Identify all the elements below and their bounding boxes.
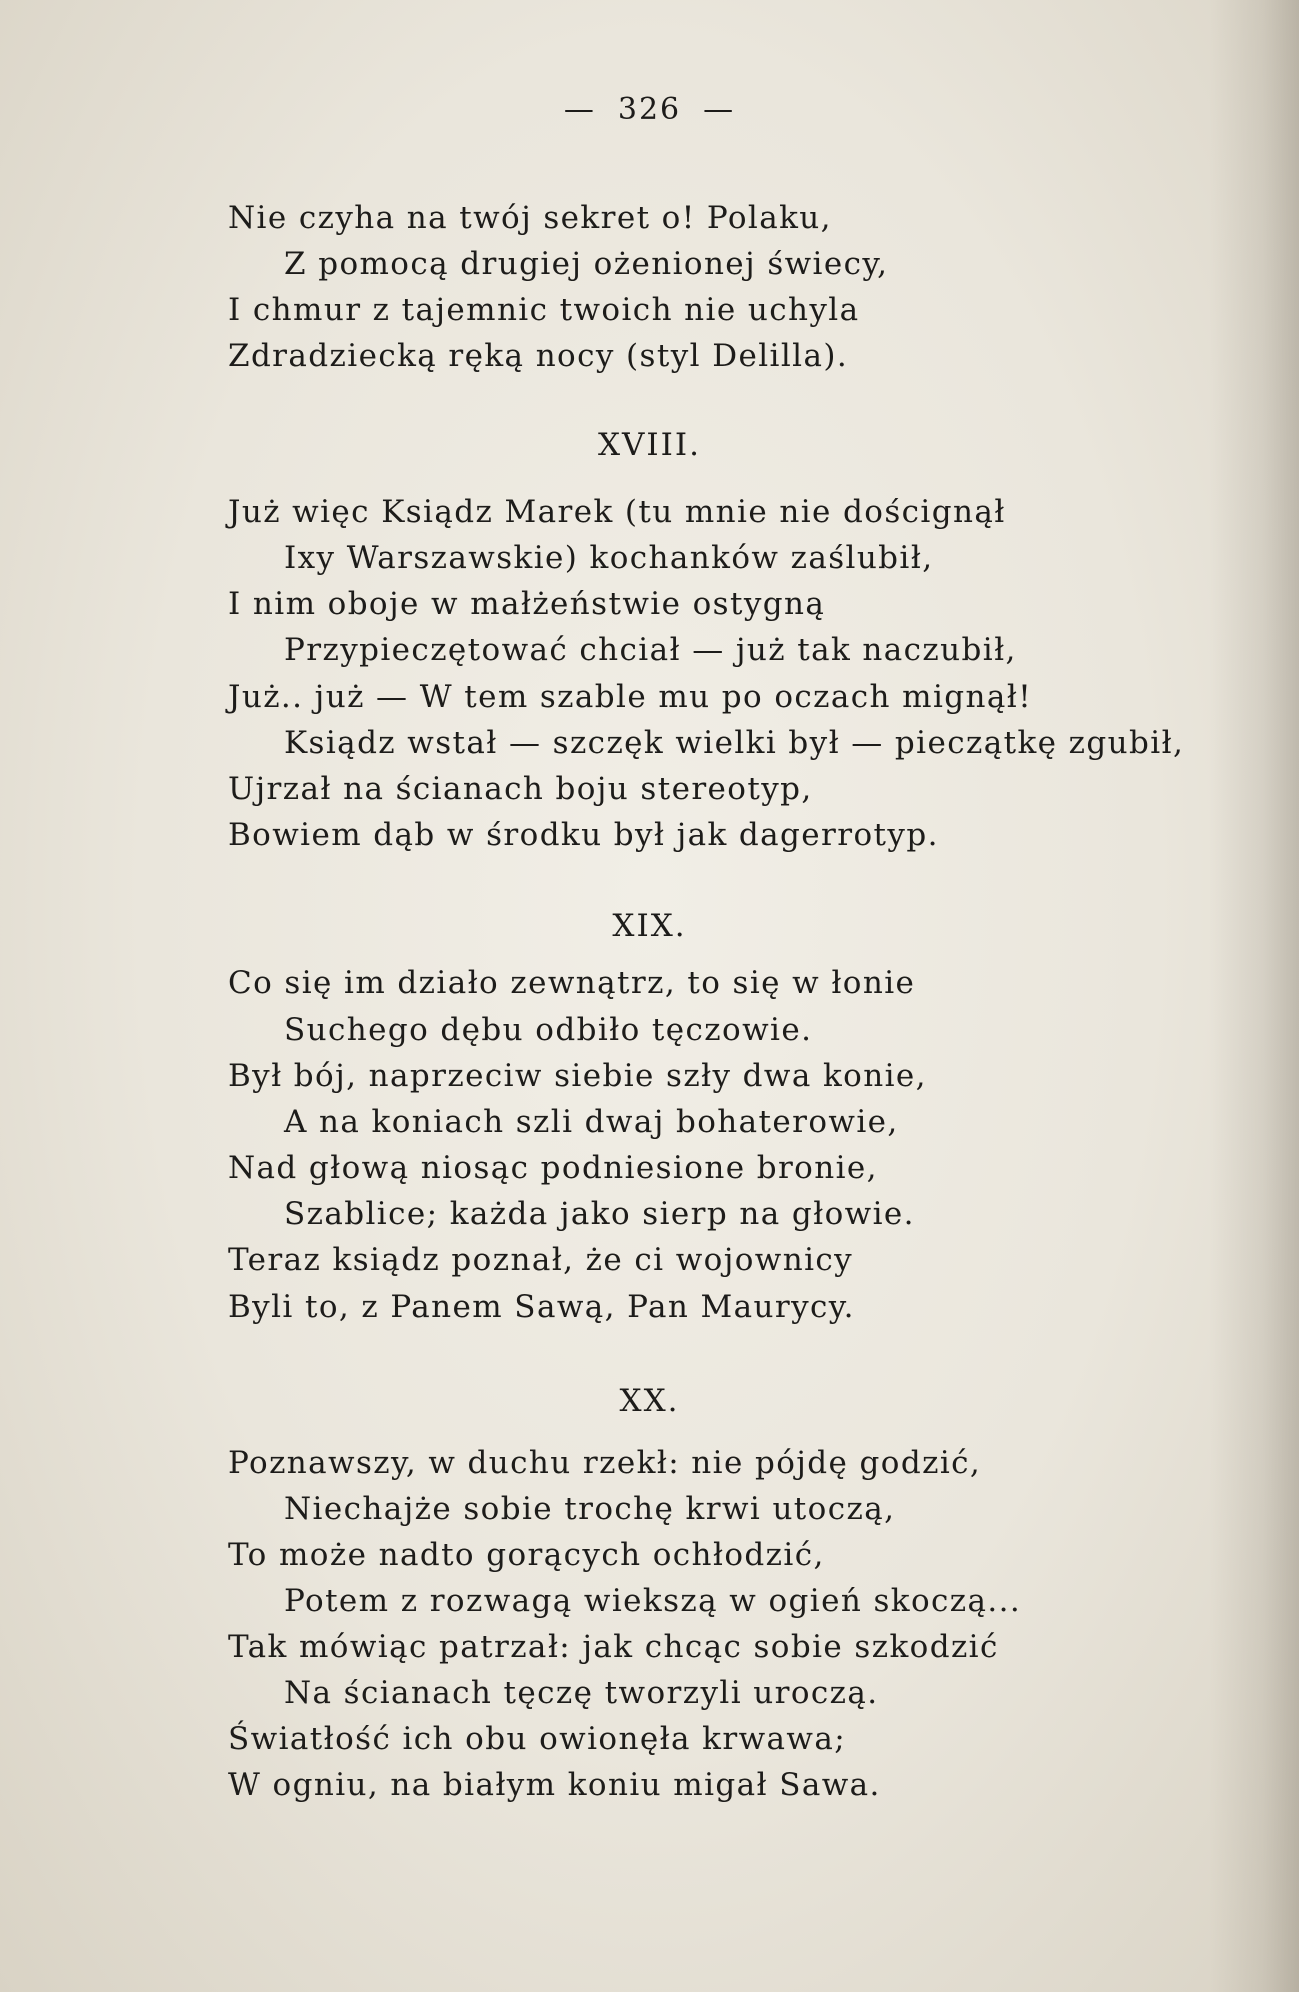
verse-line: Ksiądz wstał — szczęk wielki był — pieczątkę zgubił,	[284, 725, 1185, 761]
verse-line: Przypieczętować chciał — już tak naczubił,	[284, 632, 1017, 668]
page-number-dash-left: —	[563, 92, 596, 127]
stanza-heading: XVIII.	[597, 427, 702, 463]
page-number-dash-right: —	[703, 92, 736, 127]
verse-line: Bowiem dąb w środku był jak dagerrotyp.	[228, 817, 939, 853]
verse-line: Nad głową niosąc podniesione bronie,	[228, 1150, 878, 1186]
verse-line: Już.. już — W tem szable mu po oczach mignął!	[228, 679, 1033, 715]
verse-line: Potem z rozwagą wiekszą w ogień skoczą...	[284, 1583, 1022, 1619]
page-number: 326	[617, 92, 682, 127]
verse-line: Nie czyha na twój sekret o! Polaku,	[228, 200, 832, 236]
verse-line: To może nadto gorących ochłodzić,	[228, 1537, 825, 1573]
stanza-heading: XX.	[619, 1383, 680, 1419]
verse-line: Światłość ich obu owionęła krwawa;	[228, 1721, 847, 1757]
verse-line: Już więc Ksiądz Marek (tu mnie nie doścignął	[228, 494, 1006, 530]
verse-line: I chmur z tajemnic twoich nie uchyla	[228, 292, 860, 328]
verse-line: Byli to, z Panem Sawą, Pan Maurycy.	[228, 1289, 855, 1325]
verse-line: Teraz ksiądz poznał, że ci wojownicy	[228, 1242, 854, 1278]
verse-line: Na ścianach tęczę tworzyli uroczą.	[284, 1675, 879, 1711]
verse-line: Co się im działo zewnątrz, to się w łonie	[228, 965, 916, 1001]
verse-line: Ixy Warszawskie) kochanków zaślubił,	[284, 540, 934, 576]
stanza-heading: XIX.	[612, 908, 687, 944]
verse-line: Zdradziecką ręką nocy (styl Delilla).	[228, 338, 849, 374]
verse-line: Tak mówiąc patrzał: jak chcąc sobie szkodzić	[228, 1629, 999, 1665]
verse-line: Szablice; każda jako sierp na głowie.	[284, 1196, 915, 1232]
verse-line: Suchego dębu odbiło tęczowie.	[284, 1012, 813, 1048]
verse-line: Niechajże sobie trochę krwi utoczą,	[284, 1491, 896, 1527]
verse-line: Z pomocą drugiej ożenionej świecy,	[284, 246, 889, 282]
verse-line: W ogniu, na białym koniu migał Sawa.	[228, 1767, 881, 1803]
verse-line: Był bój, naprzeciw siebie szły dwa konie,	[228, 1058, 927, 1094]
verse-line: A na koniach szli dwaj bohaterowie,	[284, 1104, 899, 1140]
verse-line: Poznawszy, w duchu rzekł: nie pójdę godzić,	[228, 1445, 982, 1481]
verse-line: Ujrzał na ścianach boju stereotyp,	[228, 771, 813, 807]
verse-line: I nim oboje w małżeństwie ostygną	[228, 586, 826, 622]
page-number-header	[0, 92, 1299, 127]
